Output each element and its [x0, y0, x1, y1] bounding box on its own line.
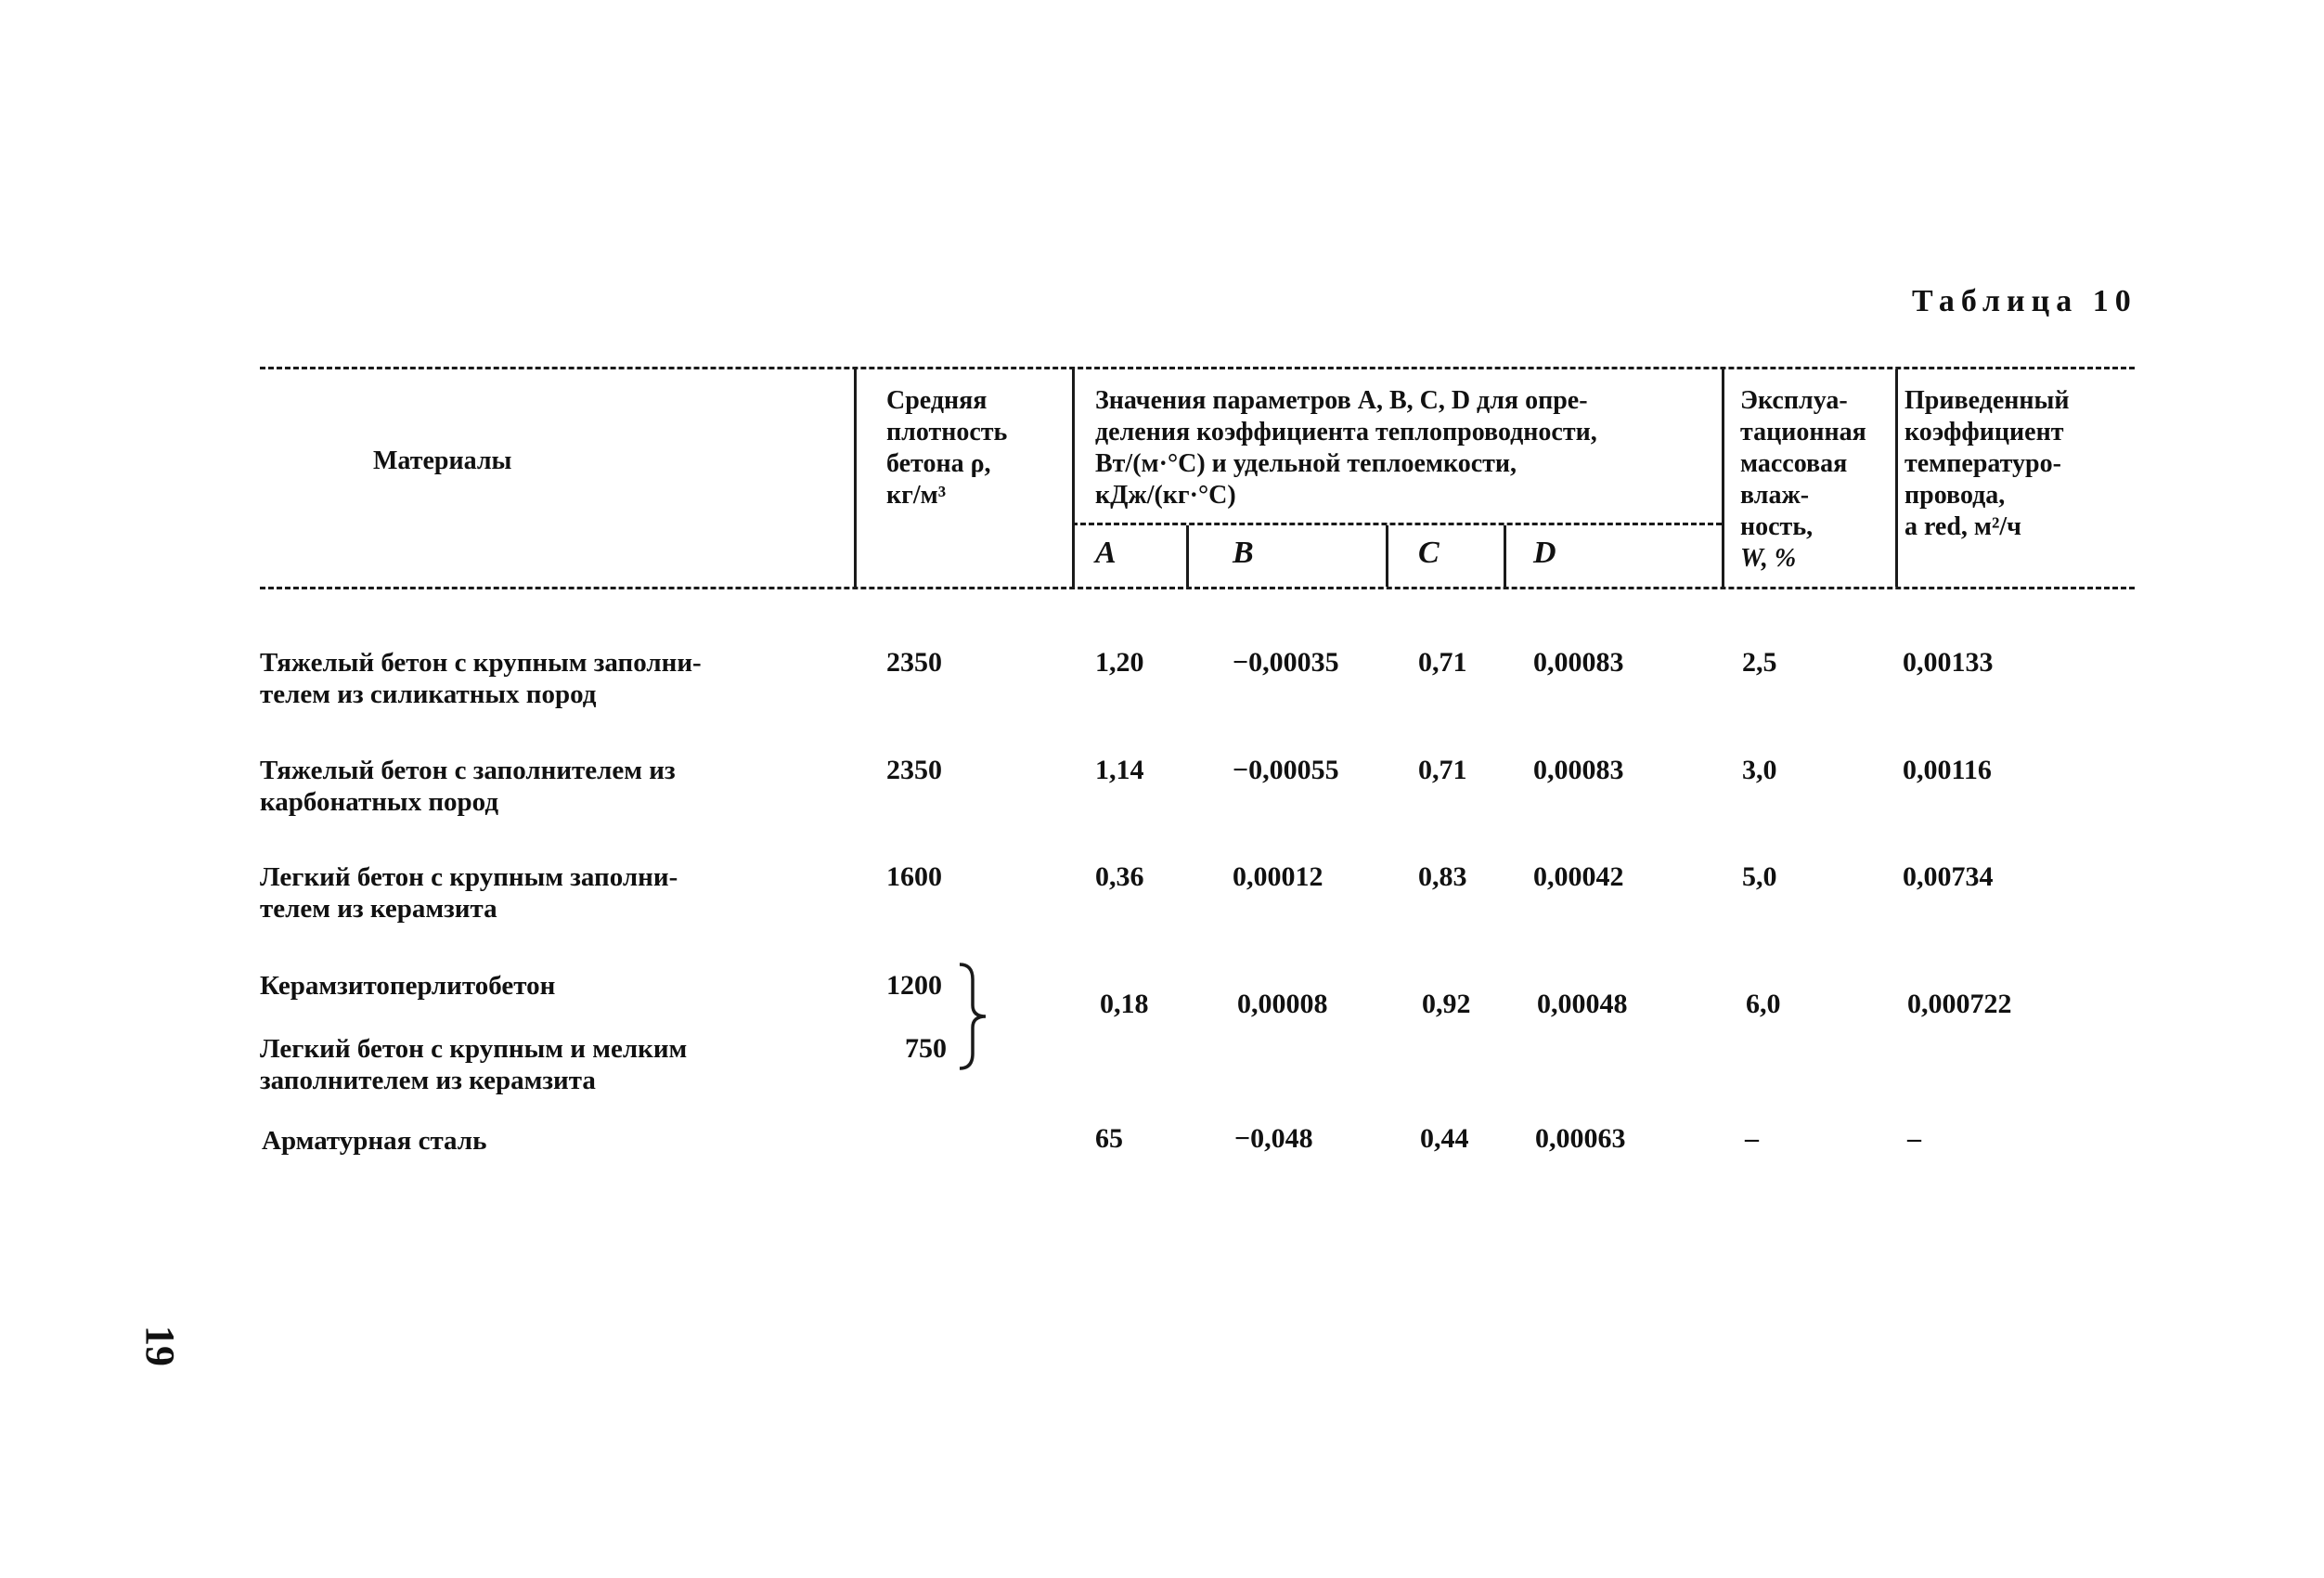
- table-row-3-ared: 0,00734: [1903, 861, 1994, 892]
- table-row-5-density: 750: [905, 1033, 947, 1064]
- table-row-1-d: 0,00083: [1533, 647, 1624, 678]
- table-row-6-material: Арматурная сталь: [262, 1126, 487, 1156]
- table-row-6-d: 0,00063: [1535, 1123, 1626, 1154]
- table-row-4-material: Керамзитоперлитобетон: [260, 971, 556, 1001]
- col-divider-3: [1722, 369, 1724, 587]
- header-params: Значения параметров A, B, C, D для опре- деления коэффициента теплопроводности, Вт/(м·°С) и удельной теплоемкости, кДж/(кг·°С): [1095, 386, 1597, 510]
- table-row-2-density: 2350: [886, 755, 942, 785]
- table-group-ared: 0,000722: [1907, 989, 2012, 1019]
- table-row-2-ared: 0,00116: [1903, 755, 1992, 785]
- table-row-2-material: Тяжелый бетон с заполнителем из карбонатных пород: [260, 756, 676, 817]
- subcol-divider-bc: [1386, 525, 1388, 587]
- table-row-2-c: 0,71: [1418, 755, 1467, 785]
- header-material: Материалы: [373, 446, 512, 475]
- page-number: 19: [137, 1326, 183, 1366]
- table-row-2-a: 1,14: [1095, 755, 1144, 785]
- table-row-3-w: 5,0: [1742, 861, 1777, 892]
- table-group-d: 0,00048: [1537, 989, 1628, 1019]
- header-moisture: Эксплуа- тационная массовая влаж- ность, W, %: [1740, 386, 1866, 573]
- header-bottom-rule: [260, 587, 2135, 589]
- table-caption: Таблица 10: [1912, 284, 2137, 318]
- header-col-d: D: [1533, 536, 1556, 570]
- table-row-6-a: 65: [1095, 1123, 1123, 1154]
- header-col-a: A: [1095, 536, 1117, 570]
- table-row-1-ared: 0,00133: [1903, 647, 1994, 678]
- table-row-3-b: 0,00012: [1233, 861, 1323, 892]
- right-brace-icon: [956, 961, 993, 1072]
- table-row-1-density: 2350: [886, 647, 942, 678]
- table-row-1-a: 1,20: [1095, 647, 1144, 678]
- table-row-3-a: 0,36: [1095, 861, 1144, 892]
- table-row-6-c: 0,44: [1420, 1123, 1469, 1154]
- table-row-2-w: 3,0: [1742, 755, 1777, 785]
- header-diffusivity: Приведенный коэффициент температуро- провода, a red, м²/ч: [1904, 386, 2070, 541]
- table-row-6-b: −0,048: [1234, 1123, 1313, 1154]
- header-col-c: C: [1418, 536, 1440, 570]
- table-row-3-c: 0,83: [1418, 861, 1467, 892]
- table-group-b: 0,00008: [1237, 989, 1328, 1019]
- table-top-rule: [260, 367, 2135, 369]
- table-row-5-material: Легкий бетон с крупным и мелким заполнителем из керамзита: [260, 1034, 688, 1095]
- table-row-1-c: 0,71: [1418, 647, 1467, 678]
- table-group-a: 0,18: [1100, 989, 1149, 1019]
- table-row-3-d: 0,00042: [1533, 861, 1624, 892]
- table-row-1-w: 2,5: [1742, 647, 1777, 678]
- col-divider-1: [854, 369, 857, 587]
- table-group-c: 0,92: [1422, 989, 1471, 1019]
- col-divider-2: [1072, 369, 1075, 587]
- subcol-divider-cd: [1504, 525, 1506, 587]
- table-row-6-ared: –: [1907, 1123, 1921, 1154]
- header-density: Средняя плотность бетона ρ, кг/м³: [886, 386, 1008, 510]
- table-group-w: 6,0: [1746, 989, 1781, 1019]
- table-row-3-density: 1600: [886, 861, 942, 892]
- table-row-1-material: Тяжелый бетон с крупным заполни- телем из силикатных пород: [260, 648, 702, 709]
- table-row-2-b: −0,00055: [1233, 755, 1339, 785]
- table-row-3-material: Легкий бетон с крупным заполни- телем из керамзита: [260, 862, 678, 924]
- table-row-6-w: –: [1745, 1123, 1759, 1154]
- table-row-2-d: 0,00083: [1533, 755, 1624, 785]
- col-divider-4: [1895, 369, 1898, 587]
- table-row-4-density: 1200: [886, 970, 942, 1001]
- subcol-divider-ab: [1186, 525, 1189, 587]
- table-row-1-b: −0,00035: [1233, 647, 1339, 678]
- param-subheader-rule: [1072, 523, 1722, 525]
- header-col-b: B: [1233, 536, 1254, 570]
